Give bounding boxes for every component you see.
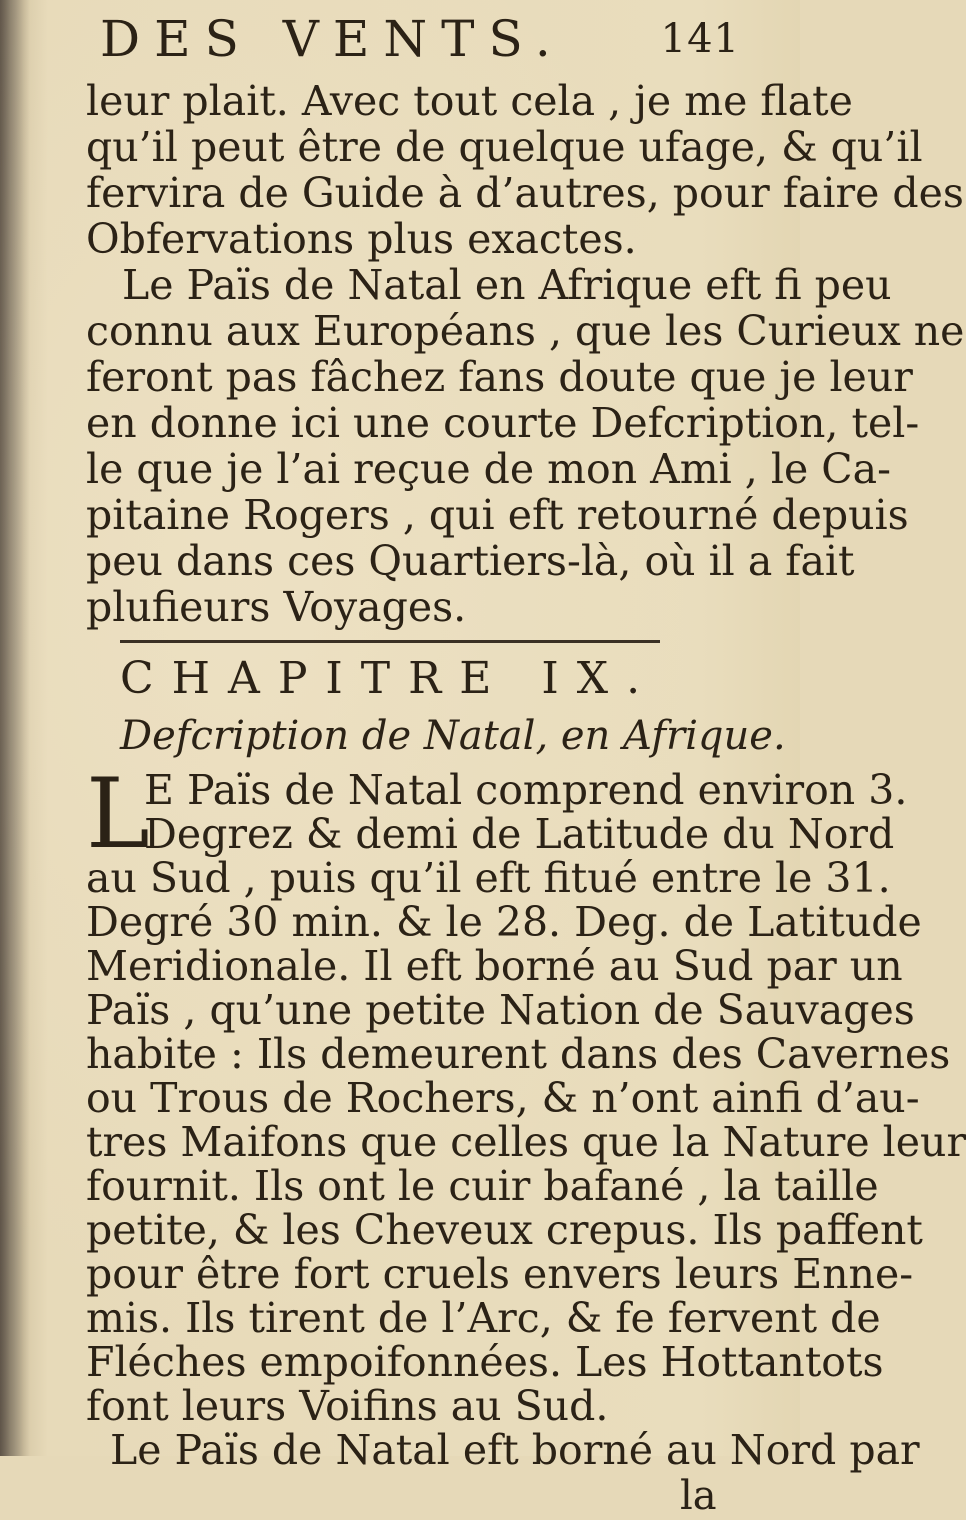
text-line: leur plait. Avec tout cela , je me flate	[86, 77, 853, 125]
text-line: au Sud , puis qu’il eft fitué entre le 31.	[86, 854, 891, 902]
text-line: ou Trous de Rochers, & n’ont ainfi d’au-	[86, 1074, 920, 1122]
text-line: habite : Ils demeurent dans des Cavernes	[86, 1030, 951, 1078]
catchword: la	[680, 1473, 717, 1519]
text-line: Le Païs de Natal en Afrique eft fi peu	[122, 261, 892, 309]
text-line: fervira de Guide à d’autres, pour faire des	[86, 169, 964, 217]
text-line: pitaine Rogers , qui eft retourné depuis	[86, 491, 909, 539]
text-line: feront pas fâchez fans doute que je leur	[86, 353, 913, 401]
page-number: 141	[660, 16, 740, 62]
text-line: Meridionale. Il eft borné au Sud par un	[86, 942, 903, 990]
text-line: fournit. Ils ont le cuir bafané , la taille	[86, 1162, 879, 1210]
text-line: Païs , qu’une petite Nation de Sauvages	[86, 986, 915, 1034]
text-line: pour être fort cruels envers leurs Enne-	[86, 1250, 914, 1298]
chapter-title: CHAPITRE IX.	[120, 653, 659, 704]
section-rule	[120, 640, 660, 643]
drop-cap: L	[86, 758, 150, 870]
gutter-shadow	[0, 0, 30, 1456]
text-line: petite, & les Cheveux crepus. Ils paffent	[86, 1206, 923, 1254]
running-head-title: DES VENTS.	[100, 10, 565, 68]
text-line: Degré 30 min. & le 28. Deg. de Latitude	[86, 898, 922, 946]
chapter-subtitle: Defcription de Natal, en Afrique.	[120, 713, 786, 759]
text-line: mis. Ils tirent de l’Arc, & fe fervent de	[86, 1294, 881, 1342]
text-line: Fléches empoifonnées. Les Hottantots	[86, 1338, 884, 1386]
text-line: connu aux Européans , que les Curieux ne	[86, 307, 965, 355]
text-line: qu’il peut être de quelque ufage, & qu’il	[86, 123, 923, 171]
text-line: font leurs Voifins au Sud.	[86, 1382, 609, 1430]
text-line: tres Maifons que celles que la Nature leur	[86, 1118, 966, 1166]
text-line: peu dans ces Quartiers-là, où il a fait	[86, 537, 855, 585]
running-head	[100, 8, 740, 70]
text-line: plufieurs Voyages.	[86, 583, 467, 631]
text-line: Obfervations plus exactes.	[86, 215, 637, 263]
text-line: Degrez & demi de Latitude du Nord	[144, 810, 895, 858]
text-line: Le Païs de Natal eft borné au Nord par	[110, 1426, 920, 1474]
text-line: en donne ici une courte Defcription, tel-	[86, 399, 920, 447]
text-line: E Païs de Natal comprend environ 3.	[144, 766, 908, 814]
text-line: le que je l’ai reçue de mon Ami , le Ca-	[86, 445, 891, 493]
